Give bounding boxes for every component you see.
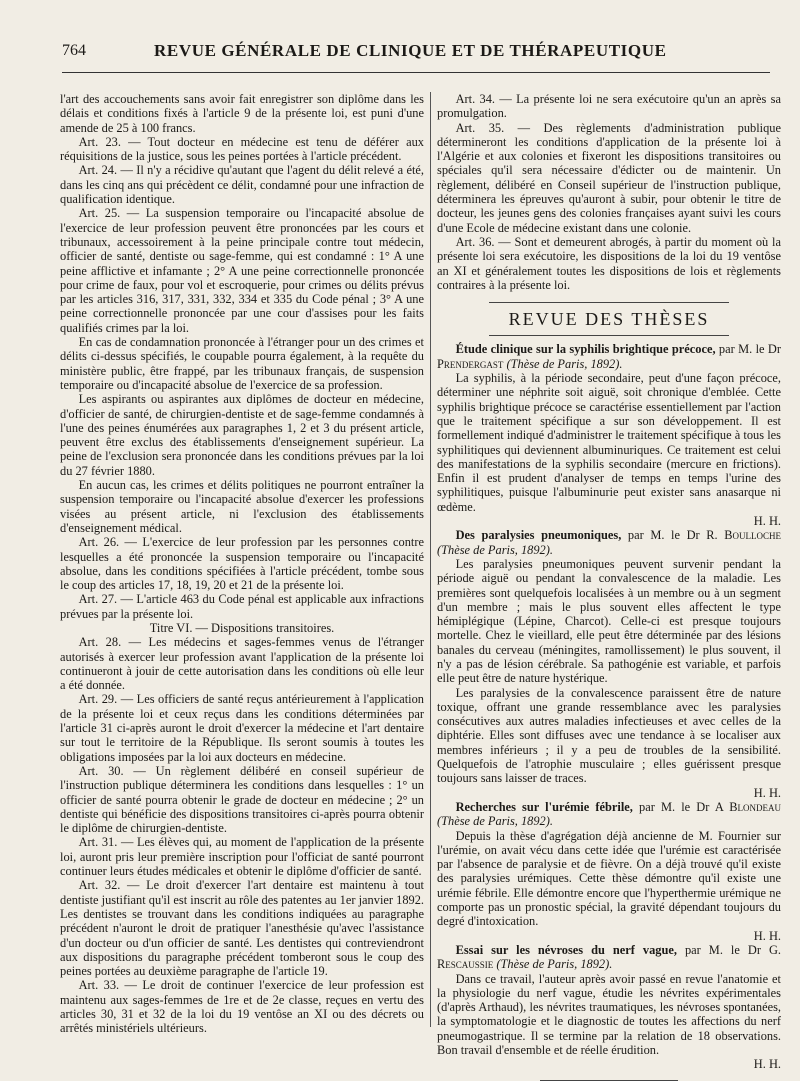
article-35: Art. 35. — Des règlements d'administration publique détermineront les conditions d'application de la présente loi à l'Algérie et aux colonies et fixeront les dispositions transitoires ou spéciales qu'il sera nécessaire d'édicter ou de maintenir. Un règlement, délibéré en Conseil supérieur de l'instruction publique, déterminera les épreuves qu'auront à subir, pour obtenir le titre de docteur, les jeunes gens des colonies françaises ayant suivi les cours d'une Ecole de médecine existant dans une colonie. — [437, 120, 781, 235]
article-31: Art. 31. — Les élèves qui, au moment de l'application de la présente loi, auront pris leur première inscription pour l'officiat de santé pourront continuer leurs études médicales et obtenir le diplôme d'officier de santé. — [60, 835, 424, 879]
thesis-ref: (Thèse de Paris, 1892). — [437, 814, 553, 829]
article-34: Art. 34. — La présente loi ne sera exécutoire qu'un an après sa promulgation. — [437, 92, 781, 121]
thesis-title: Des paralysies pneumoniques, — [455, 528, 622, 543]
thesis-summary: La syphilis, à la période secondaire, peut d'une façon précoce, déterminer une néphrite soit aiguë, soit chronique d'emblée. Cette syphilis brightique précoce se caractérise essentiellement par l'action que le traitement spécifique a sur son développement. Il est formellement indiqué d'administrer le traitement spécifique à tous les syphilitiques qui deviennent albuminuriques. Ce traitement est celui des manifestations de la syphilis secondaire (mercure en frictions). Enfin il est prudent d'analyser de temps en temps l'urine des syphilitiques, puisque l'albuminurie peut exister sans anasarque ni œdème. — [437, 371, 781, 514]
left-column — [60, 92, 424, 1036]
thesis-heading — [437, 528, 781, 557]
thesis-title: Étude clinique sur la syphilis brightique précoce, — [455, 342, 716, 357]
thesis-author: Prendergast — [437, 356, 504, 371]
thesis-author: Blondeau — [729, 799, 781, 814]
section-title: REVUE DES THÈSES — [508, 309, 710, 330]
thesis-by: par M. le Dr A — [632, 799, 730, 814]
paragraph: En cas de condamnation prononcée à l'étranger pour un des crimes et délits ci-dessus spécifiés, le coupable pourra également, à la requête du ministère public, être frappé, par les tribunaux français, de suspension temporaire ou d'incapacité absolue de l'exercice de sa profession. — [60, 335, 424, 392]
thesis-by: par M. le Dr G. — [676, 942, 781, 957]
article-25: Art. 25. — La suspension temporaire ou l'incapacité absolue de l'exercice de leur profession peuvent être prononcées par les cours et tribunaux, accessoirement à la peine principale contre tout médecin, officier de santé, dentiste ou sage-femme, qui est condamné : 1° A une peine afflictive et infamante ; 2° A une peine correctionnelle prononcée pour crime de faux, pour vol et escroquerie, pour crimes ou délits prévus par les articles 316, 317, 331, 332, 334 et 335 du Code pénal ; 3° A une peine correctionnelle prononcée par une cour d'assises pour les faits qualifiés crimes par la loi. — [60, 206, 424, 335]
article-26: Art. 26. — L'exercice de leur profession par les personnes contre lesquelles a été prononcée la suspension temporaire ou l'incapacité absolue, dans les conditions spécifiées à l'article précédent, tombe sous le coup des articles 17, 18, 19, 20 et 21 de la présente loi. — [60, 535, 424, 593]
right-column — [437, 92, 781, 1081]
paragraph: Les aspirants ou aspirantes aux diplômes de docteur en médecine, d'officier de santé, de chirurgien-dentiste et de sage-femme condamnés à l'une des peines énumérées aux paragraphes 1, 2 et 3 du présent article, peuvent être exclus des établissements d'enseignement supérieur. La peine de l'exclusion sera prononcée dans les conditions prévues par la loi du 27 février 1880. — [60, 392, 424, 478]
article-36: Art. 36. — Sont et demeurent abrogés, à partir du moment où la présente loi sera exécutoire, les dispositions de la loi du 19 ventôse an XI et généralement toutes les dispositions de lois et règlements contraires à la présente loi. — [437, 234, 781, 292]
paragraph: l'art des accouchements sans avoir fait enregistrer son diplôme dans les délais et conditions fixés à l'article 9 de la présente loi, est puni d'une amende de 25 à 100 francs. — [60, 92, 424, 135]
thesis-by: par M. le Dr — [715, 342, 781, 357]
article-24: Art. 24. — Il n'y a récidive qu'autant que l'agent du délit relevé a été, dans les cinq ans qui précèdent ce délit, condamné pour une infraction de qualification identique. — [60, 163, 424, 207]
article-28: Art. 28. — Les médecins et sages-femmes venus de l'étranger autorisés à exercer leur profession avant l'application de la présente loi continueront à jouir de cette autorisation dans les conditions où elle leur a été donnée. — [60, 635, 424, 693]
paragraph: En aucun cas, les crimes et délits politiques ne pourront entraîner la suspension temporaire ou l'incapacité absolue d'exercer les professions visées au présent article, ni l'exclusion des établissements d'enseignement médical. — [60, 478, 424, 535]
article-30: Art. 30. — Un règlement délibéré en conseil supérieur de l'instruction publique déterminera les conditions dans lesquelles : 1° un officier de santé pourra obtenir le grade de docteur en médecine ; 2° un dentiste qui bénéficie des dispositions transitoires ci-après pourra obtenir le diplôme de chirurgien-dentiste. — [60, 763, 424, 836]
section-rule — [489, 335, 730, 336]
thesis-heading — [437, 943, 781, 972]
thesis-ref: (Thèse de Paris, 1892). — [493, 957, 613, 972]
thesis-author: Boulloche — [724, 528, 781, 543]
article-32: Art. 32. — Le droit d'exercer l'art dentaire est maintenu à tout dentiste justifiant qu'il est inscrit au rôle des patentes au 1er janvier 1892. Les dentistes se trouvant dans les conditions indiquées au paragraphe précédent n'auront le droit de pratiquer l'anesthésie qu'avec l'assistance d'un docteur ou d'un officier de santé. Les dentistes qui contreviendront aux dispositions du paragraphe précédent tomberont sous le coup des peines portées au deuxième paragraphe de l'article 19. — [60, 878, 424, 979]
thesis-heading — [437, 800, 781, 829]
page-number: 764 — [62, 42, 86, 59]
article-23: Art. 23. — Tout docteur en médecine est tenu de déférer aux réquisitions de la justice, sous les peines portées à l'article précédent. — [60, 134, 424, 164]
thesis-summary: Les paralysies de la convalescence paraissent être de nature toxique, offrant une grande ressemblance avec les paralysies consécutives aux autres maladies infectieuses et avec celles de la diphtérie. Elles sont diffuses avec une tendance à se localiser aux membres inférieurs ; il y a peu de troubles de la sensibilité. Quelquefois de l'atrophie musculaire ; elles guérissent presque toujours sans laisser de traces. — [437, 685, 781, 786]
thesis-summary: Dans ce travail, l'auteur après avoir passé en revue l'anatomie et la physiologie du nerf vague, étudie les névrites expérimentales (d'après Arthaud), les névrites traumatiques, les névroses spontanées, la symptomatologie et le diagnostic de toutes les affections du nerf pneumogastrique. Il se termine par la relation de 18 observations. Bon travail d'ensemble et de réelle érudition. — [437, 971, 781, 1057]
signature: H. H. — [753, 785, 781, 800]
thesis-author: Rescaussie — [437, 957, 494, 972]
thesis-heading — [437, 342, 781, 371]
article-27: Art. 27. — L'article 463 du Code pénal est applicable aux infractions prévues par la présente loi. — [60, 592, 424, 621]
article-33: Art. 33. — Le droit de continuer l'exercice de leur profession est maintenu aux sages-femmes de 1re et de 2e classe, reçues en vertu des articles 30, 31 et 32 de la loi du 19 ventôse an XI ou des décrets ou arrêtés ministériels ultérieurs. — [60, 978, 424, 1036]
header-rule — [62, 72, 770, 73]
thesis-title: Recherches sur l'urémie fébrile, — [455, 799, 633, 814]
thesis-by: par M. le Dr R. — [621, 528, 725, 543]
thesis-summary: Les paralysies pneumoniques peuvent survenir pendant la période aiguë ou pendant la convalescence de la maladie. Les premières sont quelquefois localisées à un membre ou à un segment d'un membre ; mais le plus souvent elles affectent le type hémiplégique (Lépine, Charcot). Celle-ci est presque toujours mortelle. Chez le vieillard, elle peut être déterminée par des lésions banales du cerveau (méningites, ramollissement) le plus souvent, il n'y a pas de lésion cérébrale. Sa pathogénie est variable, et parfois elle peut être de nature hystérique. — [437, 556, 781, 686]
thesis-ref: (Thèse de Paris, 1892). — [503, 356, 623, 371]
thesis-summary: Depuis la thèse d'agrégation déjà ancienne de M. Fournier sur l'urémie, on avait vécu dans cette idée que l'urémie est caractérisée par l'absence de paralysie et de fièvre. On a déjà trouvé qu'il existe des paralysies urémiques. Cette thèse démontre qu'il existe une urémie fébrile. Elle démontre encore que l'hyperthermie urémique ne comporte pas un pronostic spécial, la gravité dépendant toujours du degré d'intoxication. — [437, 828, 781, 929]
signature: H. H. — [753, 1057, 781, 1072]
column-separator — [430, 92, 431, 1027]
running-title: REVUE GÉNÉRALE DE CLINIQUE ET DE THÉRAPEUTIQUE — [154, 41, 667, 60]
signature: H. H. — [753, 514, 781, 529]
running-header — [62, 38, 770, 68]
thesis-title: Essai sur les névroses du nerf vague, — [455, 942, 677, 957]
title-vi-heading: Titre VI. — Dispositions transitoires. — [149, 620, 335, 635]
signature: H. H. — [753, 928, 781, 943]
section-rule — [489, 302, 730, 303]
thesis-ref: (Thèse de Paris, 1892). — [437, 542, 553, 557]
article-29: Art. 29. — Les officiers de santé reçus antérieurement à l'application de la présente loi et ceux reçus dans les conditions déterminées par l'article 31 ci-après auront le droit d'exercer la médecine et l'art dentaire sur tout le territoire de la République. Ils seront soumis à toutes les obligations imposées par la loi aux docteurs en médecine. — [60, 692, 424, 764]
end-rule — [540, 1080, 678, 1081]
